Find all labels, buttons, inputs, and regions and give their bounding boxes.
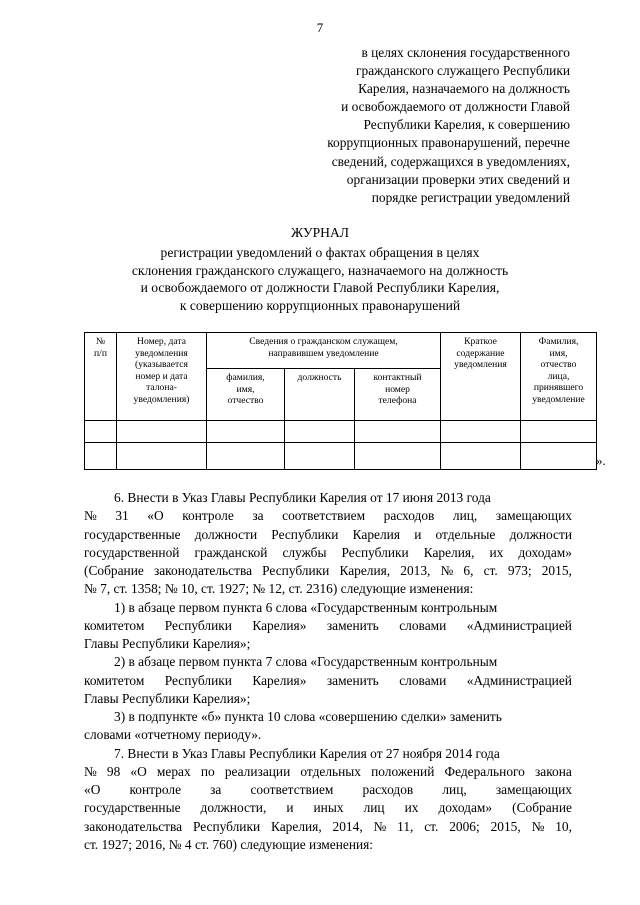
appendix-line: и освобождаемого от должности Главой — [341, 99, 570, 115]
subtitle-line: склонения гражданского служащего, назначаемого на должность — [131, 262, 509, 278]
paragraph-line: (Собрание законодательства Республики Карелия, 2013, № 6, ст. 973; 2015, — [84, 563, 572, 578]
paragraph-line: государственные должности Республики Карелия и отдельные должности — [84, 526, 572, 542]
paragraph-line: № 31 «О контроле за соответствием расходов лиц, замещающих — [84, 508, 572, 524]
subtitle-line: регистрации уведомлений о фактах обращения в целях — [160, 245, 480, 260]
paragraph-line: государственные должности, и иных лиц их доходам» (Собрание — [84, 800, 572, 816]
paragraph-line: № 7, ст. 1358; № 10, ст. 1927; № 12, ст. 2316) следующие изменения: — [84, 581, 474, 597]
appendix-line: организации проверки этих сведений и — [346, 171, 570, 187]
appendix-line: сведений, содержащихся в уведомлениях, — [331, 153, 570, 169]
header-number-column: № п/п — [85, 333, 117, 421]
paragraph-line: комитетом Республики Карелия» заменить словами «Администрацией — [84, 617, 572, 633]
paragraph-line: словами «отчетному периоду». — [84, 727, 262, 743]
appendix-line: порядке регистрации уведомлений — [371, 189, 570, 205]
appendix-line: Республики Карелия, к совершению — [363, 117, 570, 133]
header-phone-column: контактный номер телефона — [355, 369, 441, 421]
appendix-line: коррупционных правонарушений, перечне — [327, 135, 570, 151]
paragraph-line: государственной гражданской службы Республики Карелия, их доходам» — [84, 544, 572, 560]
appendix-line: Карелия, назначаемого на должность — [358, 81, 570, 97]
registration-table — [84, 332, 597, 470]
journal-title: ЖУРНАЛ — [290, 225, 350, 240]
appendix-note — [270, 44, 570, 207]
header-name-column: фамилия, имя, отчество — [207, 369, 285, 421]
paragraph-line: ст. 1927; 2016, № 4 ст. 760) следующие изменения: — [84, 836, 374, 852]
paragraph-line: Главы Республики Карелия»; — [84, 636, 251, 651]
table-closing-quote: ». — [596, 453, 606, 468]
amendments-body — [84, 489, 572, 854]
table-row — [85, 443, 597, 470]
page-number: 7 — [316, 20, 324, 35]
paragraph-line: 7. Внести в Указ Главы Республики Карелия от 27 ноября 2014 года — [114, 745, 500, 761]
paragraph-line: 6. Внести в Указ Главы Республики Карелия от 17 июня 2013 года — [114, 490, 491, 505]
paragraph-line: 2) в абзаце первом пункта 7 слова «Государственным контрольным — [114, 654, 498, 670]
header-summary-column: Краткое содержание уведомления — [441, 333, 521, 421]
header-position-column: должность — [285, 369, 355, 421]
header-registration-column: Номер, дата уведомления (указывается номер и дата талона- уведомления) — [117, 333, 207, 421]
appendix-line: в целях склонения государственного — [361, 45, 570, 60]
paragraph-line: законодательства Республики Карелия, 2014, № 11, ст. 2006; 2015, № 10, — [84, 818, 572, 834]
paragraph-line: № 98 «О мерах по реализации отдельных положений Федерального закона — [84, 763, 572, 779]
header-receiver-column: Фамилия, имя, отчество лица, принявшего уведомление — [521, 333, 597, 421]
appendix-line: гражданского служащего Республики — [356, 63, 570, 79]
paragraph-line: Главы Республики Карелия»; — [84, 690, 251, 706]
journal-subtitle — [0, 244, 640, 314]
subtitle-line: и освобождаемого от должности Главой Республики Карелия, — [140, 280, 500, 295]
paragraph-line: 3) в подпункте «б» пункта 10 слова «совершению сделки» заменить — [114, 709, 502, 724]
paragraph-line: 1) в абзаце первом пункта 6 слова «Государственным контрольным — [114, 599, 498, 615]
table-row — [85, 421, 597, 443]
paragraph-line: «О контроле за соответствием расходов лиц, замещающих — [84, 782, 572, 797]
paragraph-line: комитетом Республики Карелия» заменить словами «Администрацией — [84, 672, 572, 688]
subtitle-line: к совершению коррупционных правонарушений — [179, 297, 461, 313]
header-employee-group: Сведения о гражданском служащем, направившем уведомление — [207, 333, 441, 369]
